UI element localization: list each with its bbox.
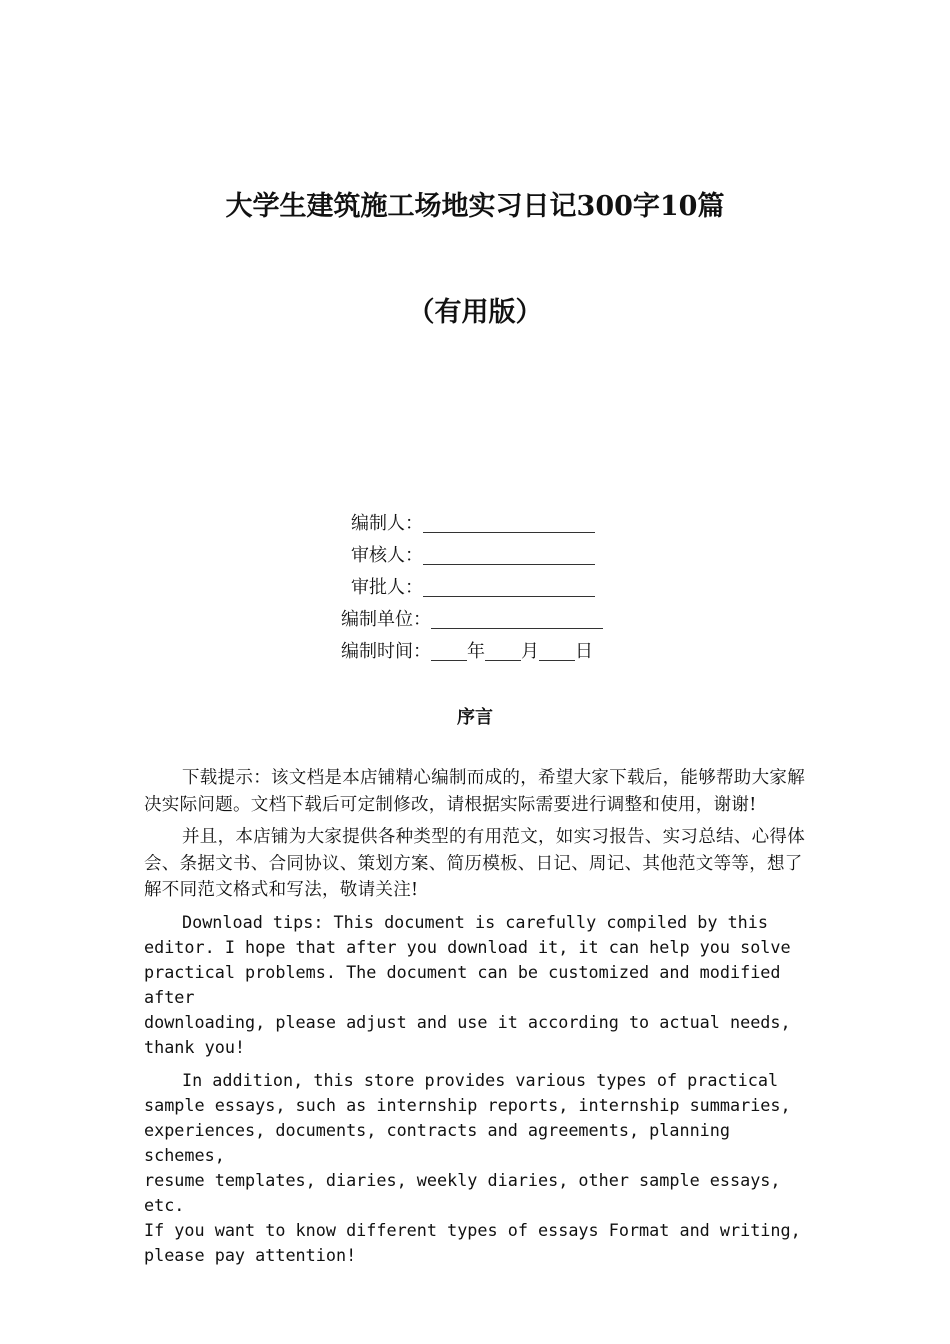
preface-body [144, 765, 812, 1276]
compiler-label: 编制人： [351, 513, 423, 534]
month-field [485, 638, 521, 661]
unit-label: 编制单位： [341, 609, 431, 630]
preface-en-paragraph-1: Download tips: This document is carefully compiled by this editor. I hope that after you download it, it can help you solve practical problems. The document can be customized and modified after downloading, please adjust and use it according to actual needs, thank you! [144, 911, 791, 1057]
unit-field [431, 606, 603, 629]
preface-cn-paragraph-1: 下载提示：该文档是本店铺精心编制而成的，希望大家下载后，能够帮助大家解决实际问题。文档下载后可定制修改，请根据实际需要进行调整和使用，谢谢! [144, 768, 805, 815]
time-label: 编制时间： [341, 641, 431, 662]
compiler-field [423, 510, 595, 533]
day-label: 日 [575, 641, 593, 662]
reviewer-label: 审核人： [351, 545, 423, 566]
preface-cn-paragraph-2: 并且，本店铺为大家提供各种类型的有用范文，如实习报告、实习总结、心得体会、条据文书、合同协议、策划方案、简历模板、日记、周记、其他范文等等，想了解不同范文格式和写法，敬请关注! [144, 827, 805, 900]
preface-en-paragraph-2: In addition, this store provides various types of practical sample essays, such as internship reports, internship summaries, experiences, documents, contracts and agreements, planning schemes, resume templates, diaries, weekly diaries, other sample essays, etc. If you want to know different types of essays Format and writing, please pay attention! [144, 1069, 801, 1265]
year-field [431, 638, 467, 661]
day-field [539, 638, 575, 661]
month-label: 月 [521, 641, 539, 662]
preface-heading: 序言 [457, 707, 493, 728]
document-subtitle: （有用版） [407, 297, 543, 328]
compiler-row [0, 508, 950, 540]
document-title: 大学生建筑施工场地实习日记300字10篇 [225, 191, 725, 222]
unit-row [0, 604, 950, 636]
year-label: 年 [467, 641, 485, 662]
approver-field [423, 574, 595, 597]
reviewer-row [0, 540, 950, 572]
approver-label: 审批人： [351, 577, 423, 598]
reviewer-field [423, 542, 595, 565]
time-row [0, 636, 950, 668]
approver-row [0, 572, 950, 604]
info-block [0, 508, 950, 668]
